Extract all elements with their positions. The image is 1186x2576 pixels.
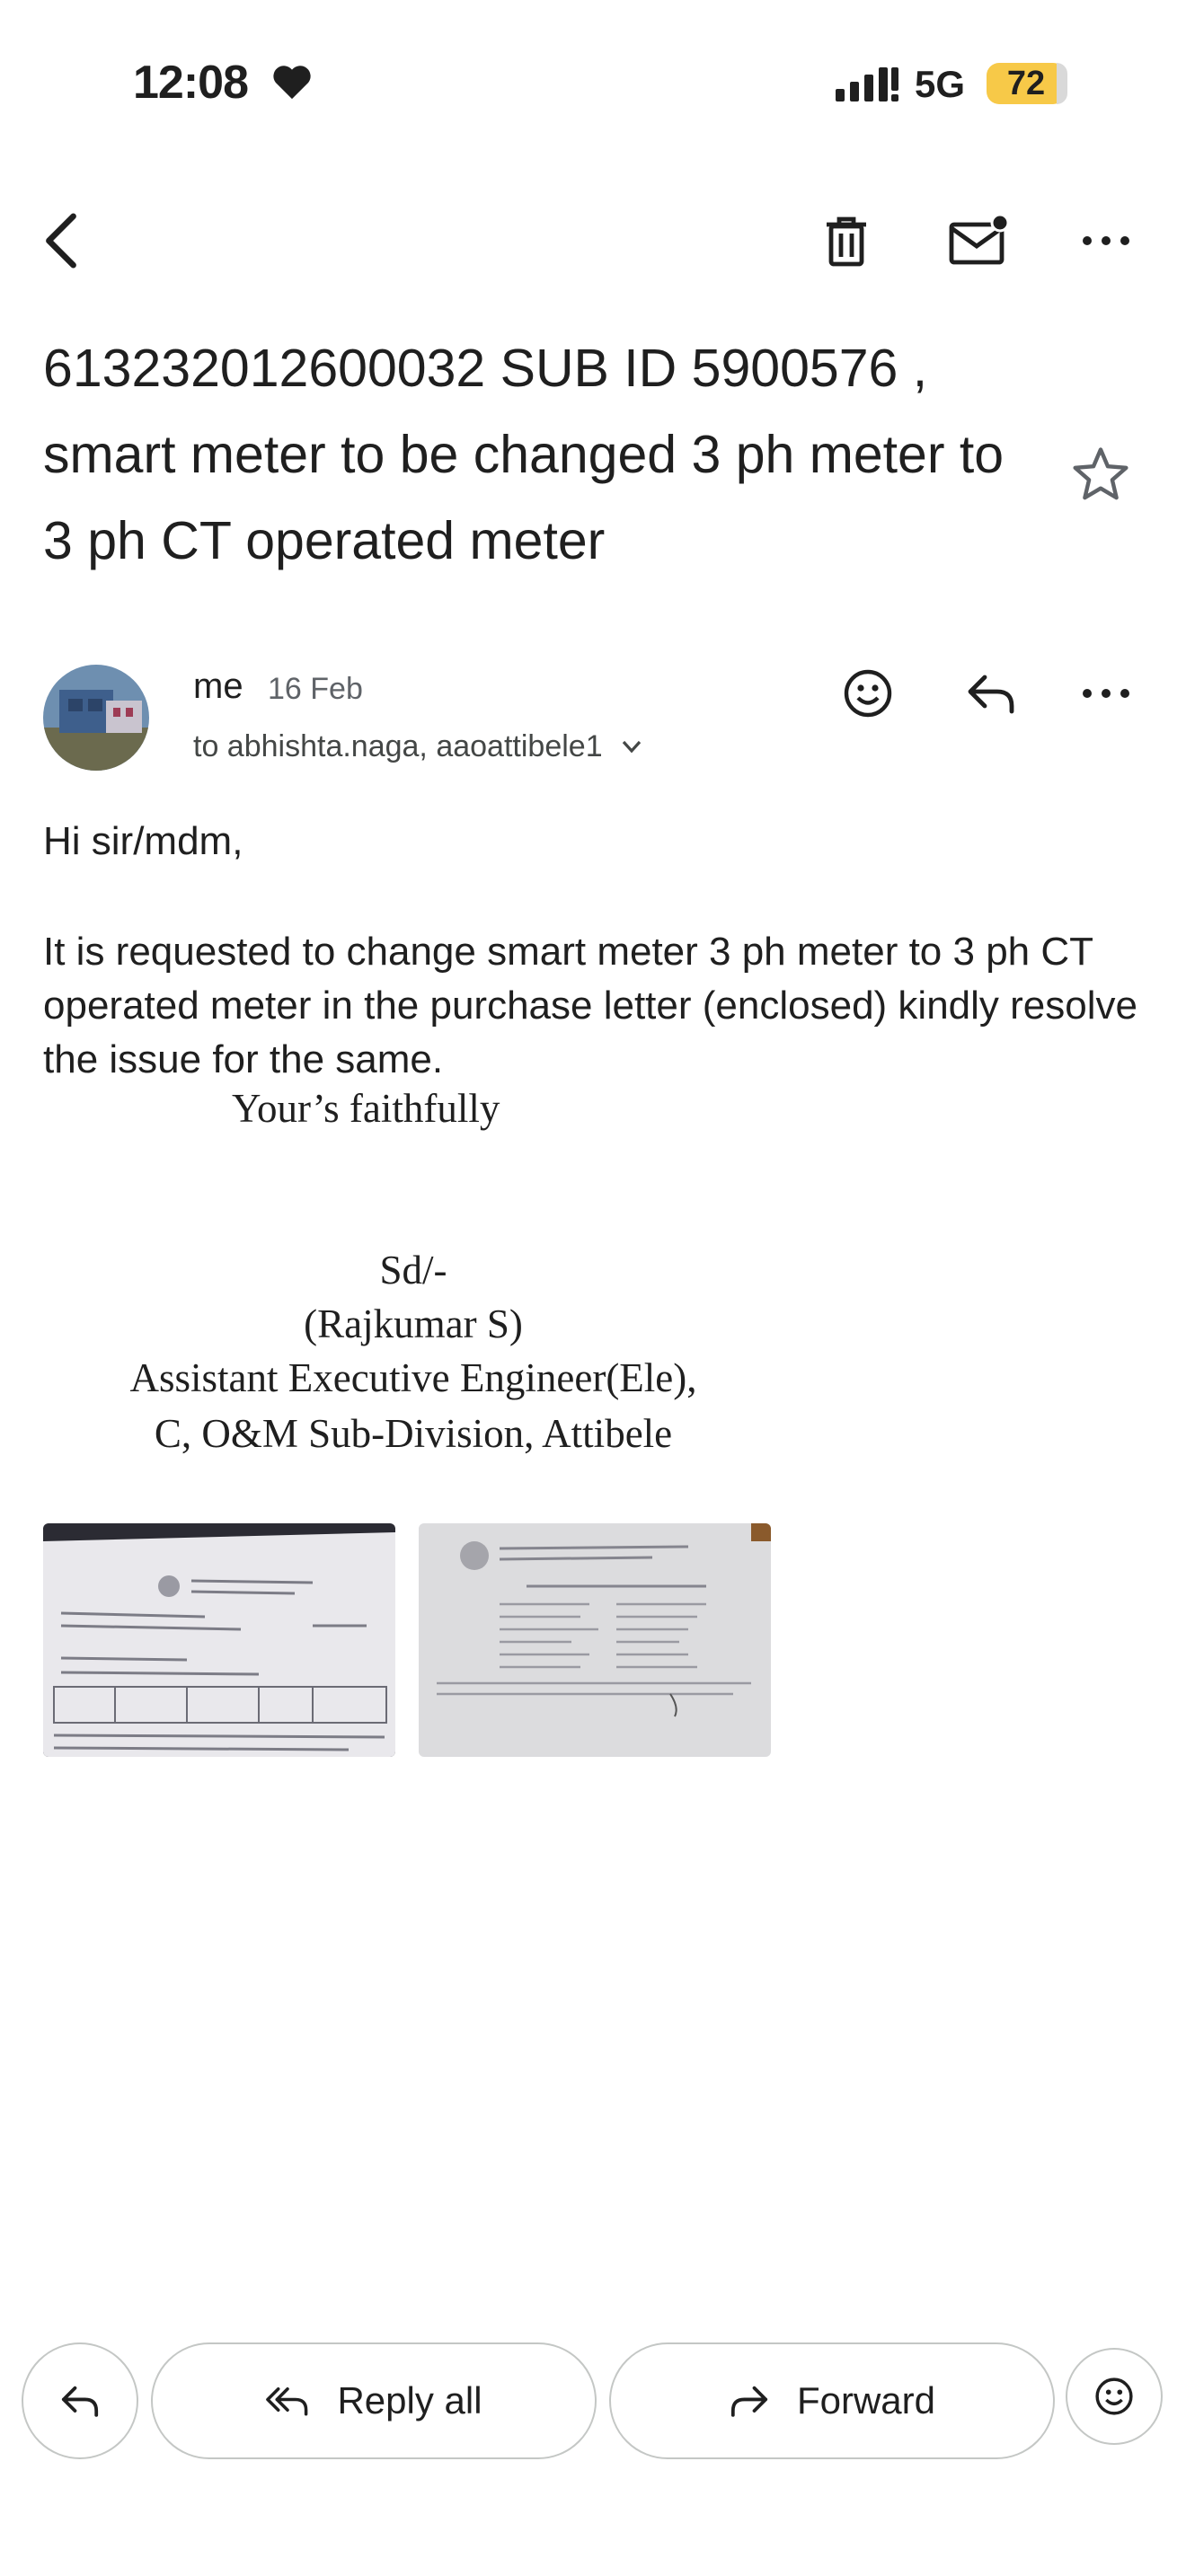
message-greeting: Hi sir/mdm, <box>43 819 243 863</box>
star-icon <box>1071 446 1130 503</box>
recipients-text: to abhishta.naga, aaoattibele1 <box>193 729 603 763</box>
chevron-left-icon <box>41 211 81 270</box>
message-body: It is requested to change smart meter 3 ph meter to 3 ph CT operated meter in the purchase letter (enclosed) kindly resolve the issue for the same. <box>43 930 1137 1081</box>
forward-icon <box>729 2384 770 2418</box>
attachment-thumbnail[interactable] <box>43 1523 395 1757</box>
reply-circle-button[interactable] <box>22 2342 138 2459</box>
reply-all-button[interactable] <box>151 2342 597 2459</box>
recipients-toggle[interactable] <box>193 729 643 764</box>
mark-unread-button[interactable] <box>943 205 1015 277</box>
reply-button[interactable] <box>960 663 1022 724</box>
reply-icon <box>59 2384 101 2418</box>
status-time: 12:08 <box>133 57 248 109</box>
reply-all-label: Reply all <box>337 2379 482 2422</box>
email-subject: 613232012600032 SUB ID 5900576 , smart meter to be changed 3 ph meter to 3 ph CT operated meter <box>43 339 1005 570</box>
signal-icon <box>836 67 900 108</box>
forward-button[interactable] <box>609 2342 1055 2459</box>
battery-level: 72 <box>987 63 1066 104</box>
more-horizontal-icon <box>1082 234 1130 247</box>
reply-icon <box>965 672 1017 715</box>
emoji-reaction-button[interactable] <box>1066 2348 1163 2445</box>
sender-name: me <box>193 666 243 706</box>
message-date: 16 Feb <box>268 672 363 706</box>
message-more-button[interactable] <box>1075 663 1137 724</box>
signature-name: (Rajkumar S) <box>304 1301 523 1346</box>
forward-label: Forward <box>796 2379 936 2422</box>
signature-designation: Assistant Executive Engineer(Ele), <box>129 1355 697 1400</box>
attachment-thumbnail[interactable] <box>419 1523 771 1757</box>
closing: Your’s faithfully <box>232 1086 500 1131</box>
back-button[interactable] <box>34 205 88 277</box>
chevron-down-icon <box>620 738 643 756</box>
battery-icon <box>1057 63 1067 104</box>
reply-all-icon <box>265 2384 310 2418</box>
star-button[interactable] <box>1065 438 1137 510</box>
smiley-icon <box>1094 2377 1134 2416</box>
signature-office: C, O&M Sub-Division, Attibele <box>154 1411 673 1456</box>
smiley-icon <box>843 668 893 719</box>
trash-icon <box>823 214 870 268</box>
heart-icon <box>271 63 313 105</box>
more-horizontal-icon <box>1082 687 1130 700</box>
more-options-button[interactable] <box>1075 205 1137 277</box>
signature-sd: Sd/- <box>379 1248 447 1292</box>
mail-unread-icon <box>948 214 1011 268</box>
avatar[interactable] <box>43 665 149 771</box>
delete-button[interactable] <box>819 205 873 277</box>
add-reaction-button[interactable] <box>837 663 898 724</box>
network-type: 5G <box>915 63 966 105</box>
